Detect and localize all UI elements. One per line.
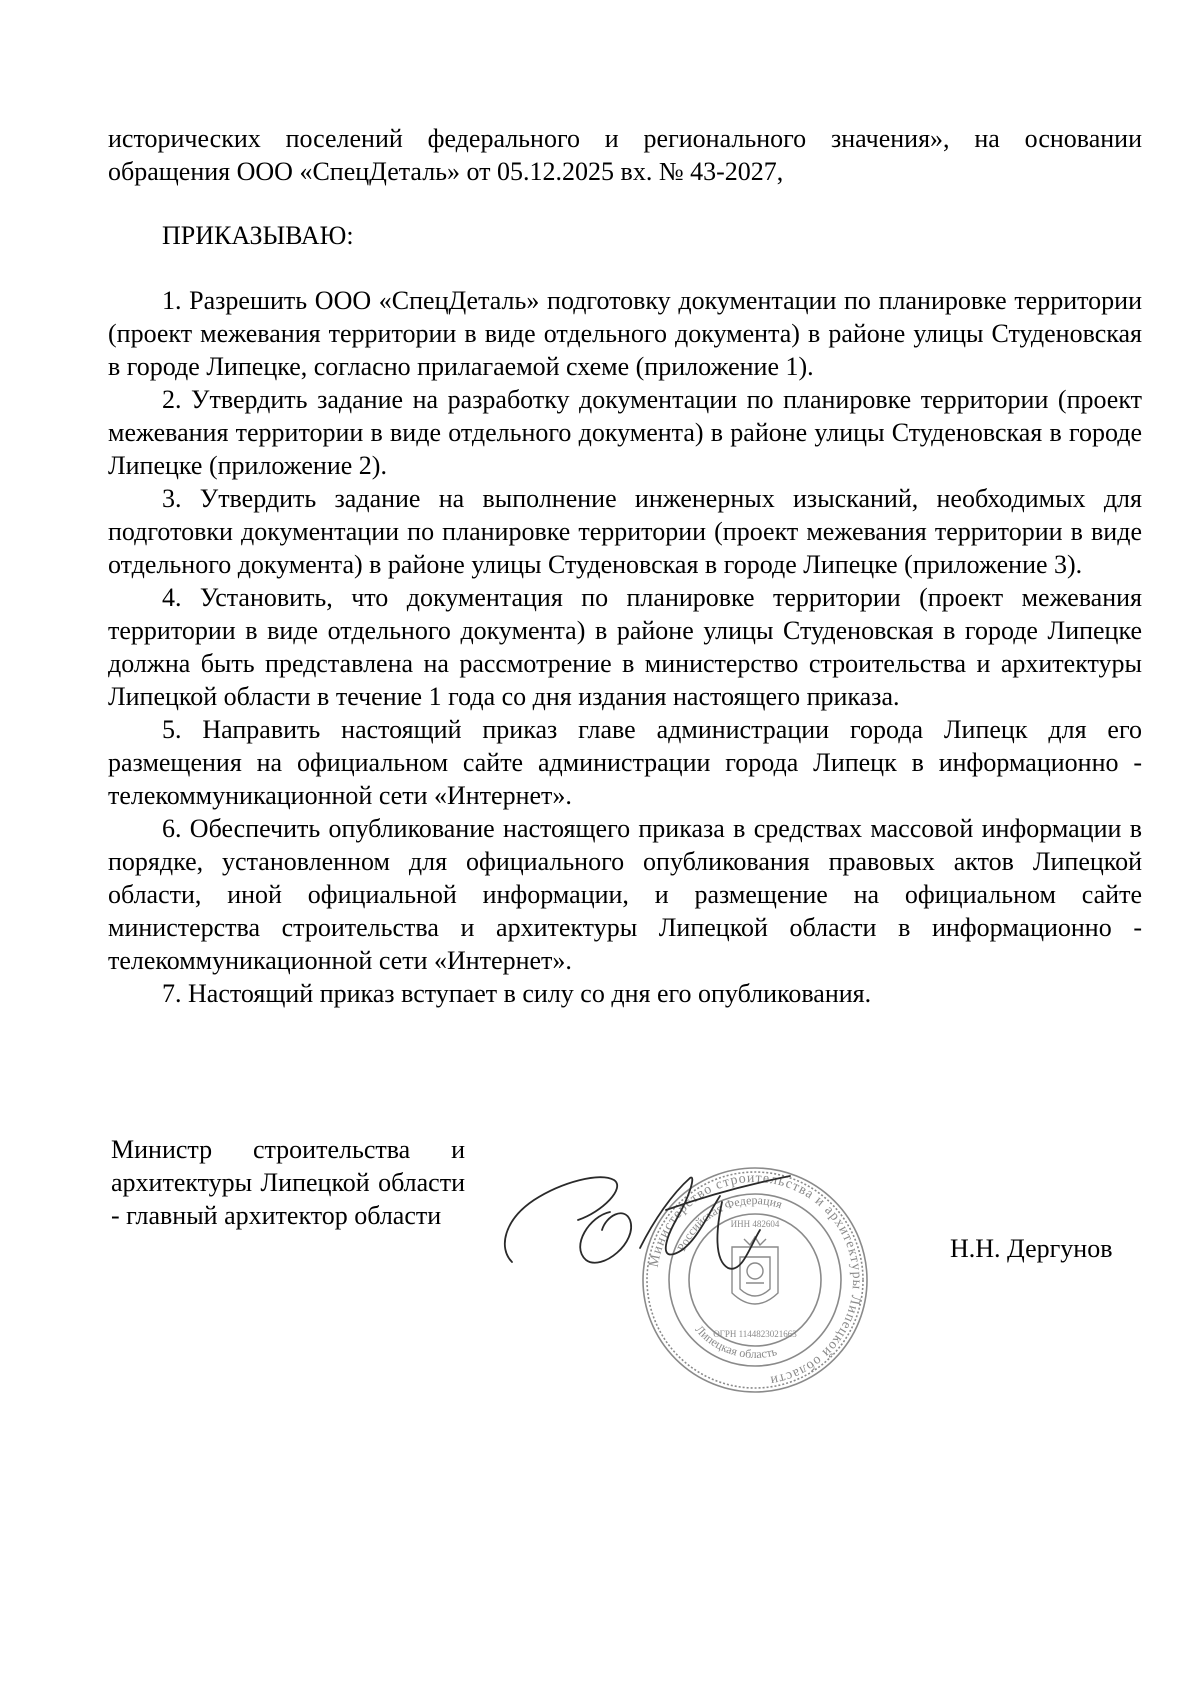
order-item-2: 2. Утвердить задание на разработку документации по планировке территории (проект межевания территории в виде отдельного документа) в районе улицы Студеновская в городе Липецке (приложение 2). bbox=[108, 385, 1142, 480]
order-heading: ПРИКАЗЫВАЮ: bbox=[162, 221, 354, 250]
seal-ogrn: ОГРН 1144823021663 bbox=[713, 1329, 797, 1339]
order-item-5: 5. Направить настоящий приказ главе администрации города Липецк для его размещения на официальном сайте администрации города Липецк в информационно - телекоммуникационной сети «Интернет». bbox=[108, 715, 1142, 810]
order-item-3: 3. Утвердить задание на выполнение инженерных изысканий, необходимых для подготовки документации по планировке территории (проект межевания территории в виде отдельного документа) в районе улицы Студеновская в городе Липецке (приложение 3). bbox=[108, 484, 1142, 579]
intro-paragraph bbox=[108, 122, 1142, 188]
signatory-position: Министр строительства и архитектуры Липецкой области - главный архитектор области bbox=[111, 1135, 465, 1230]
seal-outer-text: Министерство строительства и архитектуры Липецкой области bbox=[646, 1170, 865, 1388]
order-item-1: 1. Разрешить ООО «СпецДеталь» подготовку документации по планировке территории (проект межевания территории в виде отдельного документа) в районе улицы Студеновская в городе Липецке, согласно прилагаемой схеме (приложение 1). bbox=[108, 286, 1142, 381]
order-item-6: 6. Обеспечить опубликование настоящего приказа в средствах массовой информации в порядке, установленном для официального опубликования правовых актов Липецкой области, иной официальной информации, и размещение на официальном сайте министерства строительства и архитектуры Липецкой области в информационно - телекоммуникационной сети «Интернет». bbox=[108, 814, 1142, 975]
order-item-7: 7. Настоящий приказ вступает в силу со дня его опубликования. bbox=[162, 979, 872, 1008]
signatory-name: Н.Н. Дергунов bbox=[950, 1234, 1113, 1263]
intro-text: исторических поселений федерального и регионального значения», на основании обращения ООО «СпецДеталь» от 05.12.2025 вх. № 43-2027, bbox=[108, 124, 1142, 186]
order-item-4: 4. Установить, что документация по планировке территории (проект межевания территории в виде отдельного документа) в районе улицы Студеновская в городе Липецке должна быть представлена на рассмотрение в министерство строительства и архитектуры Липецкой области в течение 1 года со дня издания настоящего приказа. bbox=[108, 583, 1142, 711]
seal-bottom-text: Липецкая область bbox=[692, 1322, 779, 1362]
seal-inner-text: Российская Федерация bbox=[674, 1192, 785, 1254]
order-items bbox=[108, 284, 1142, 1010]
seal-inn: ИНН 482604 bbox=[730, 1219, 780, 1229]
handwritten-signature bbox=[490, 1150, 850, 1290]
